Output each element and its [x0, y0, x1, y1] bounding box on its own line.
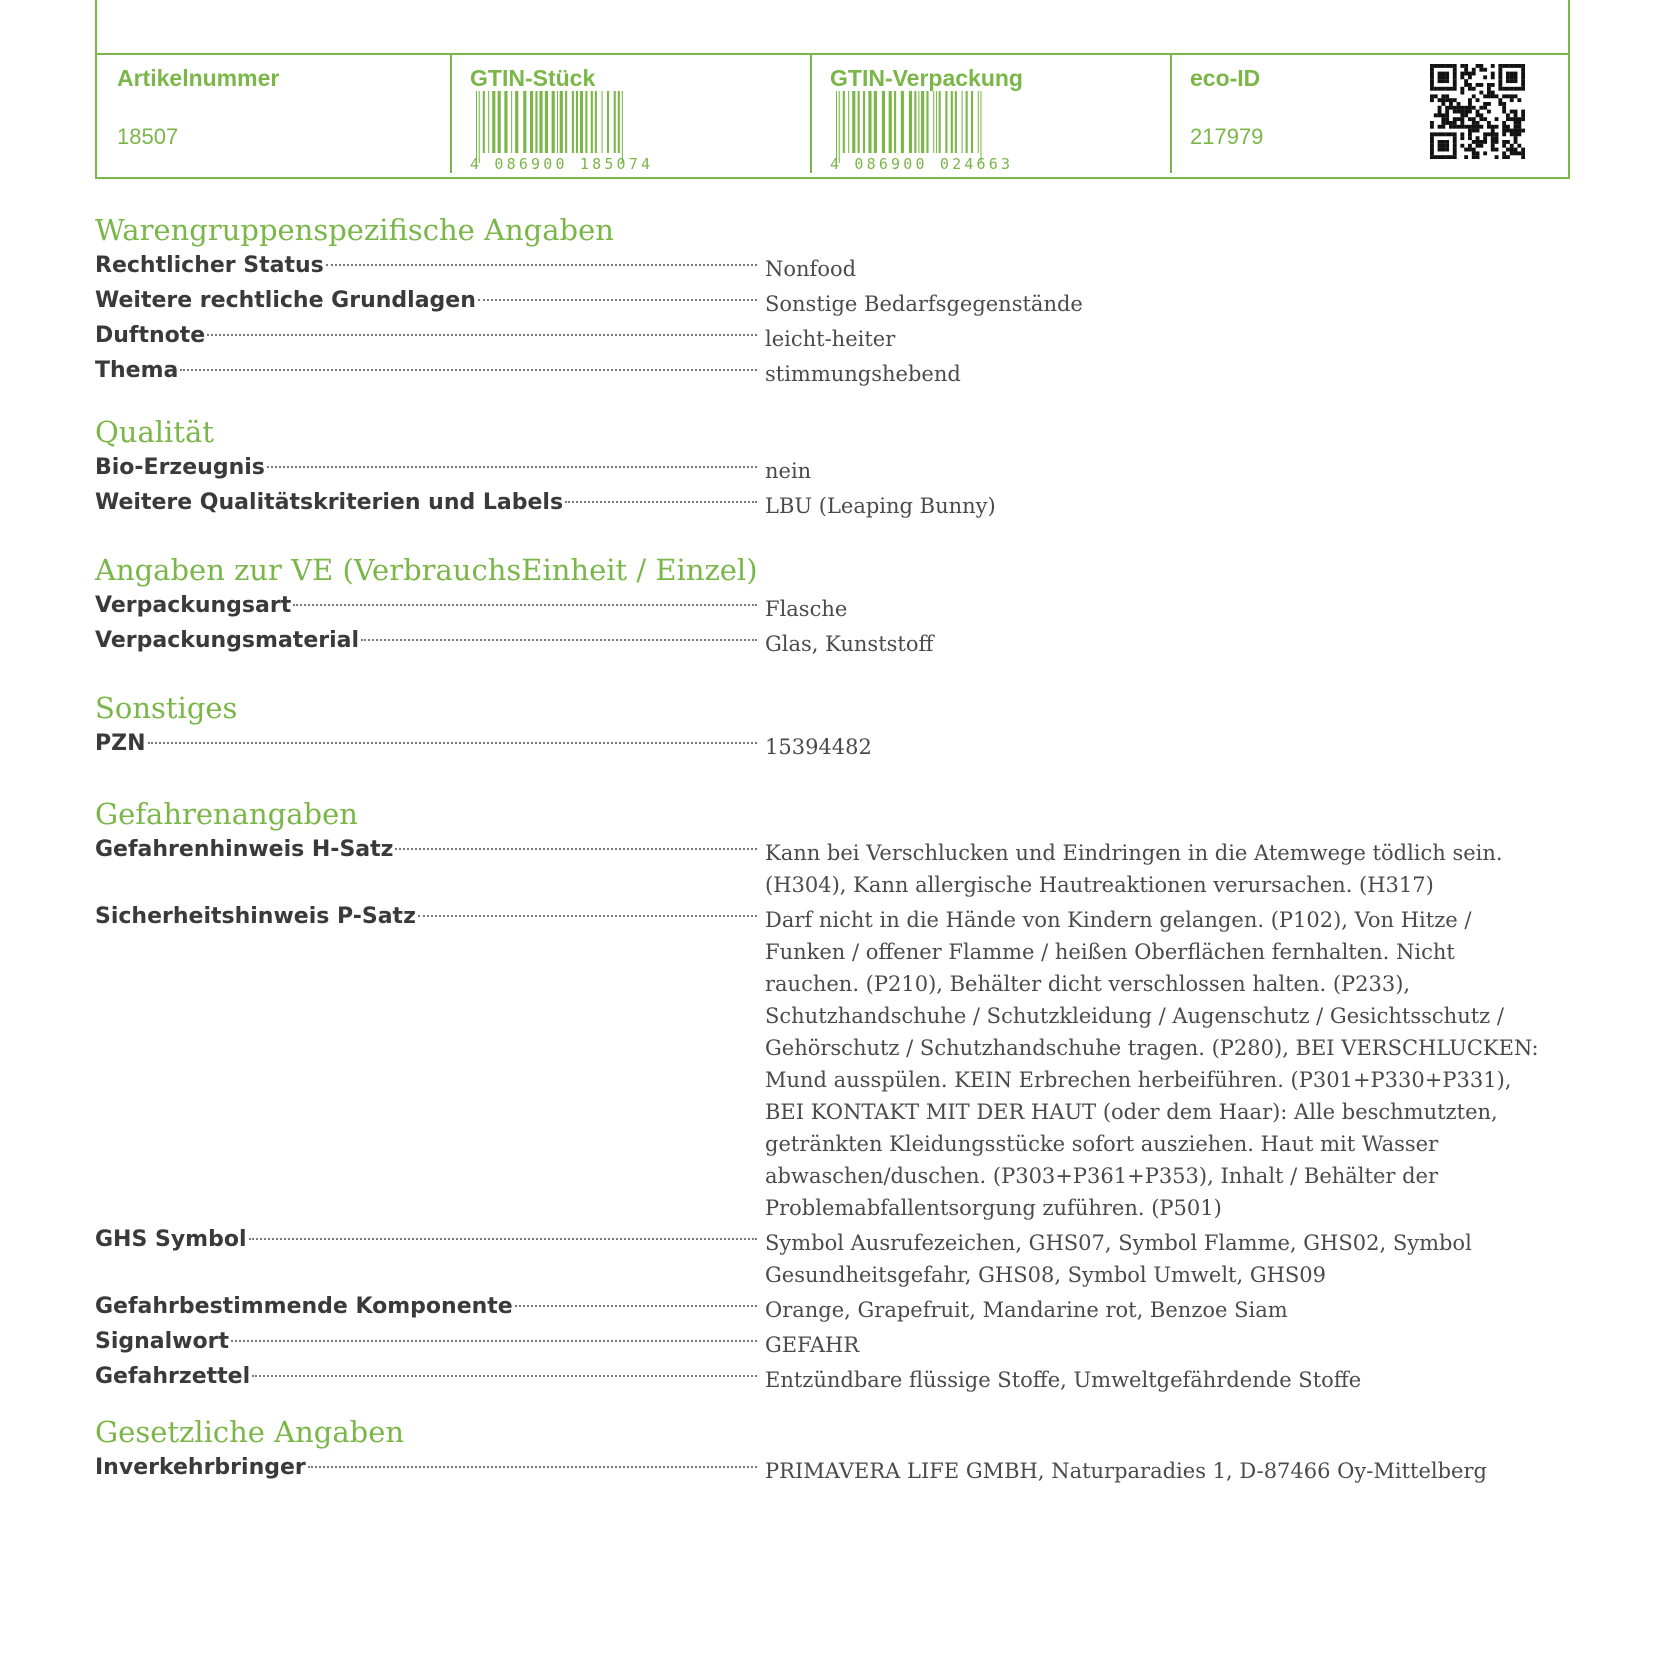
barcode-bar — [557, 91, 558, 153]
dot-leader — [478, 299, 757, 301]
barcode-bar — [889, 91, 892, 153]
field-label — [95, 901, 765, 933]
barcode-bar — [901, 91, 904, 153]
field-value: Kann bei Verschlucken und Eindringen in die Atemwege tödlich sein. (H304), Kann allergische Hautreaktionen verursachen. (H317) — [765, 841, 1503, 897]
artikelnummer-label: Artikelnummer — [117, 65, 280, 91]
field-label — [95, 625, 765, 657]
field-label — [95, 285, 765, 317]
field-label-text: Verpackungsmaterial — [95, 628, 360, 653]
dot-leader — [326, 264, 757, 266]
gtin-verpackung-barcode — [830, 91, 1010, 171]
gtin-verpackung-label: GTIN-Verpackung — [830, 65, 1023, 91]
barcode-bar — [552, 91, 555, 153]
barcode-bar — [962, 91, 963, 153]
field-label — [95, 590, 765, 622]
barcode-bar — [852, 91, 855, 153]
field-row — [95, 285, 1575, 320]
barcode-bar — [591, 91, 593, 153]
cell-separator — [450, 55, 452, 173]
section-gesetzliche-angaben — [95, 1412, 1575, 1487]
barcode-bar — [476, 91, 477, 163]
field-value: PRIMAVERA LIFE GMBH, Naturparadies 1, D-87466 Oy-Mittelberg — [765, 1459, 1487, 1483]
barcode-bar — [921, 91, 924, 153]
dot-leader — [515, 1305, 757, 1307]
field-value: stimmungshebend — [765, 362, 961, 386]
field-row — [95, 625, 1575, 660]
field-label — [95, 1224, 765, 1256]
field-label — [95, 1361, 765, 1393]
section-title: Gefahrenangaben — [95, 797, 358, 831]
dot-leader — [418, 915, 757, 917]
field-row — [95, 1291, 1575, 1326]
field-label-text: Gefahrbestimmende Komponente — [95, 1294, 513, 1319]
field-label — [95, 452, 765, 484]
product-id-box — [95, 0, 1570, 179]
dot-leader — [565, 501, 757, 503]
dot-leader — [293, 604, 757, 606]
barcode-bar — [515, 91, 518, 153]
section-warengruppe — [95, 210, 1575, 390]
barcode-bar — [585, 91, 587, 153]
barcode-bar — [858, 91, 860, 153]
dot-leader — [252, 1375, 757, 1377]
artikelnummer-cell — [97, 55, 450, 177]
barcode-bar — [530, 91, 533, 153]
barcode-bar — [926, 91, 928, 153]
gtin-stueck-barcode — [470, 91, 650, 171]
barcode-bar — [868, 91, 871, 153]
field-label — [95, 320, 765, 352]
barcode-bar — [980, 91, 981, 163]
barcode-bar — [488, 91, 489, 153]
field-row — [95, 901, 1575, 1224]
cell-separator — [1170, 55, 1172, 173]
dot-leader — [148, 742, 758, 744]
section-title: Qualität — [95, 415, 214, 449]
gtin-stueck-label: GTIN-Stück — [470, 65, 596, 91]
field-value: Nonfood — [765, 257, 857, 281]
artikelnummer-value: 18507 — [117, 124, 179, 149]
qr-code-icon — [1430, 64, 1525, 159]
cell-separator — [810, 55, 812, 173]
barcode-bar — [479, 91, 480, 163]
barcode-bar — [939, 91, 941, 153]
field-label-text: GHS Symbol — [95, 1227, 247, 1252]
field-label-text: Weitere rechtliche Grundlagen — [95, 288, 476, 313]
field-value: GEFAHR — [765, 1333, 860, 1357]
section-qualitaet — [95, 412, 1575, 522]
section-title: Warengruppenspezifische Angaben — [95, 213, 614, 247]
field-label — [95, 1291, 765, 1323]
dot-leader — [231, 1340, 757, 1342]
field-label-text: Duftnote — [95, 323, 206, 348]
dot-leader — [395, 848, 757, 850]
barcode-number: 4 086900 024663 — [830, 155, 1010, 171]
barcode-bar — [951, 91, 953, 153]
barcode-number: 4 086900 185074 — [470, 155, 650, 171]
field-label-text: Gefahrzettel — [95, 1364, 251, 1389]
section-ve — [95, 550, 1575, 660]
dot-leader — [249, 1238, 758, 1240]
field-label-text: PZN — [95, 731, 146, 756]
field-row — [95, 1452, 1575, 1487]
barcode-bar — [607, 91, 609, 153]
barcode-bar — [572, 91, 574, 153]
field-row — [95, 728, 1575, 763]
barcode-bar — [863, 91, 865, 153]
field-row — [95, 452, 1575, 487]
gtin-verpackung-cell — [810, 55, 1170, 177]
field-label — [95, 250, 765, 282]
dot-leader — [308, 1466, 757, 1468]
barcode-bar — [576, 91, 578, 153]
field-label — [95, 1452, 765, 1484]
field-row — [95, 834, 1575, 901]
dot-leader — [361, 639, 757, 641]
dot-leader — [180, 369, 757, 371]
field-label-text: Sicherheitshinweis P-Satz — [95, 904, 416, 929]
barcode-bar — [498, 91, 501, 153]
section-sonstiges — [95, 688, 1575, 763]
field-label-text: Inverkehrbringer — [95, 1455, 306, 1480]
field-label-text: Bio-Erzeugnis — [95, 455, 265, 480]
field-value: Darf nicht in die Hände von Kindern gelangen. (P102), Von Hitze / Funken / offener Flamme / heißen Oberflächen fernhalten. Nicht rauchen. (P210), Behälter dicht verschlossen halten. (P233), Schutzhandschuhe / Schutzkleidung / Augenschutz / Gesichtsschutz / Gehörschutz / Schutzhandschuhe tragen. (P280), BEI VERSCHLUCKEN: Mund ausspülen. KEIN Erbrechen herbeiführen. (P301+P330+P331), BEI KONTAKT MIT DER HAUT (oder dem Haar): Alle beschmutzten, getränkten Kleidungsstücke sofort ausziehen. Haut mit Wasser abwaschen/duschen. (P303+P361+P353), Inhalt / Behälter der Problemabfallentsorgung zuführen. (P501) — [765, 908, 1539, 1220]
field-label-text: Gefahrenhinweis H-Satz — [95, 837, 394, 862]
field-value: 15394482 — [765, 735, 872, 759]
field-value: Glas, Kunststoff — [765, 632, 934, 656]
barcode-bar — [936, 91, 937, 153]
barcode-bar — [945, 91, 947, 153]
field-label — [95, 1326, 765, 1358]
field-row — [95, 1326, 1575, 1361]
section-title: Sonstiges — [95, 691, 238, 725]
field-row — [95, 1224, 1575, 1291]
field-value: Orange, Grapefruit, Mandarine rot, Benzoe Siam — [765, 1298, 1288, 1322]
eco-id-label: eco-ID — [1190, 65, 1261, 91]
field-value: Symbol Ausrufezeichen, GHS07, Symbol Flamme, GHS02, Symbol Gesundheitsgefahr, GHS08, Symbol Umwelt, GHS09 — [765, 1231, 1472, 1287]
gtin-stueck-cell — [450, 55, 810, 177]
barcode-bar — [978, 91, 979, 153]
barcode-bar — [622, 91, 623, 163]
field-row — [95, 320, 1575, 355]
barcode-bar — [523, 91, 526, 153]
barcode-bar — [882, 91, 885, 153]
field-label-text: Thema — [95, 358, 179, 383]
barcode-bar — [535, 91, 537, 153]
barcode-bar — [918, 91, 919, 153]
barcode-bar — [966, 91, 968, 153]
barcode-bar — [971, 91, 973, 153]
barcode-bar — [618, 91, 620, 153]
barcode-bar — [614, 91, 616, 153]
barcode-bar — [595, 91, 597, 153]
field-label-text: Verpackungsart — [95, 593, 292, 618]
barcode-bar — [539, 91, 542, 153]
field-row — [95, 355, 1575, 390]
field-row — [95, 250, 1575, 285]
field-value: Sonstige Bedarfsgegenstände — [765, 292, 1083, 316]
field-value: nein — [765, 459, 812, 483]
barcode-bar — [545, 91, 548, 153]
barcode-bar — [836, 91, 837, 163]
field-label — [95, 834, 765, 866]
barcode-bar — [483, 91, 485, 153]
barcode-bar — [909, 91, 912, 153]
barcode-bar — [848, 91, 849, 153]
field-value: LBU (Leaping Bunny) — [765, 494, 996, 518]
barcode-bar — [565, 91, 567, 153]
field-row — [95, 1361, 1575, 1396]
field-label — [95, 355, 765, 387]
field-label — [95, 487, 765, 519]
barcode-bar — [504, 91, 507, 153]
field-label-text: Rechtlicher Status — [95, 253, 324, 278]
field-row — [95, 590, 1575, 625]
barcode-bar — [492, 91, 495, 153]
field-row — [95, 487, 1575, 522]
barcode-bar — [602, 91, 603, 153]
barcode-bar — [843, 91, 845, 153]
section-gefahrenangaben — [95, 794, 1575, 1396]
eco-id-value: 217979 — [1190, 124, 1264, 149]
barcode-bar — [894, 91, 896, 153]
barcode-bar — [933, 91, 934, 153]
barcode-bar — [955, 91, 957, 153]
field-label — [95, 728, 765, 760]
field-label-text: Weitere Qualitätskriterien und Labels — [95, 490, 564, 515]
field-value: Entzündbare flüssige Stoffe, Umweltgefährdende Stoffe — [765, 1368, 1362, 1392]
barcode-bar — [511, 91, 512, 153]
section-title: Angaben zur VE (VerbrauchsEinheit / Einzel) — [95, 553, 758, 587]
field-label-text: Signalwort — [95, 1329, 229, 1354]
dot-leader — [207, 334, 757, 336]
barcode-bar — [560, 91, 563, 153]
field-value: leicht-heiter — [765, 327, 896, 351]
barcode-bar — [839, 91, 840, 163]
dot-leader — [267, 466, 757, 468]
barcode-bar — [914, 91, 916, 153]
section-title: Gesetzliche Angaben — [95, 1415, 405, 1449]
barcode-bar — [874, 91, 877, 153]
field-value: Flasche — [765, 597, 848, 621]
barcode-bar — [580, 91, 583, 153]
